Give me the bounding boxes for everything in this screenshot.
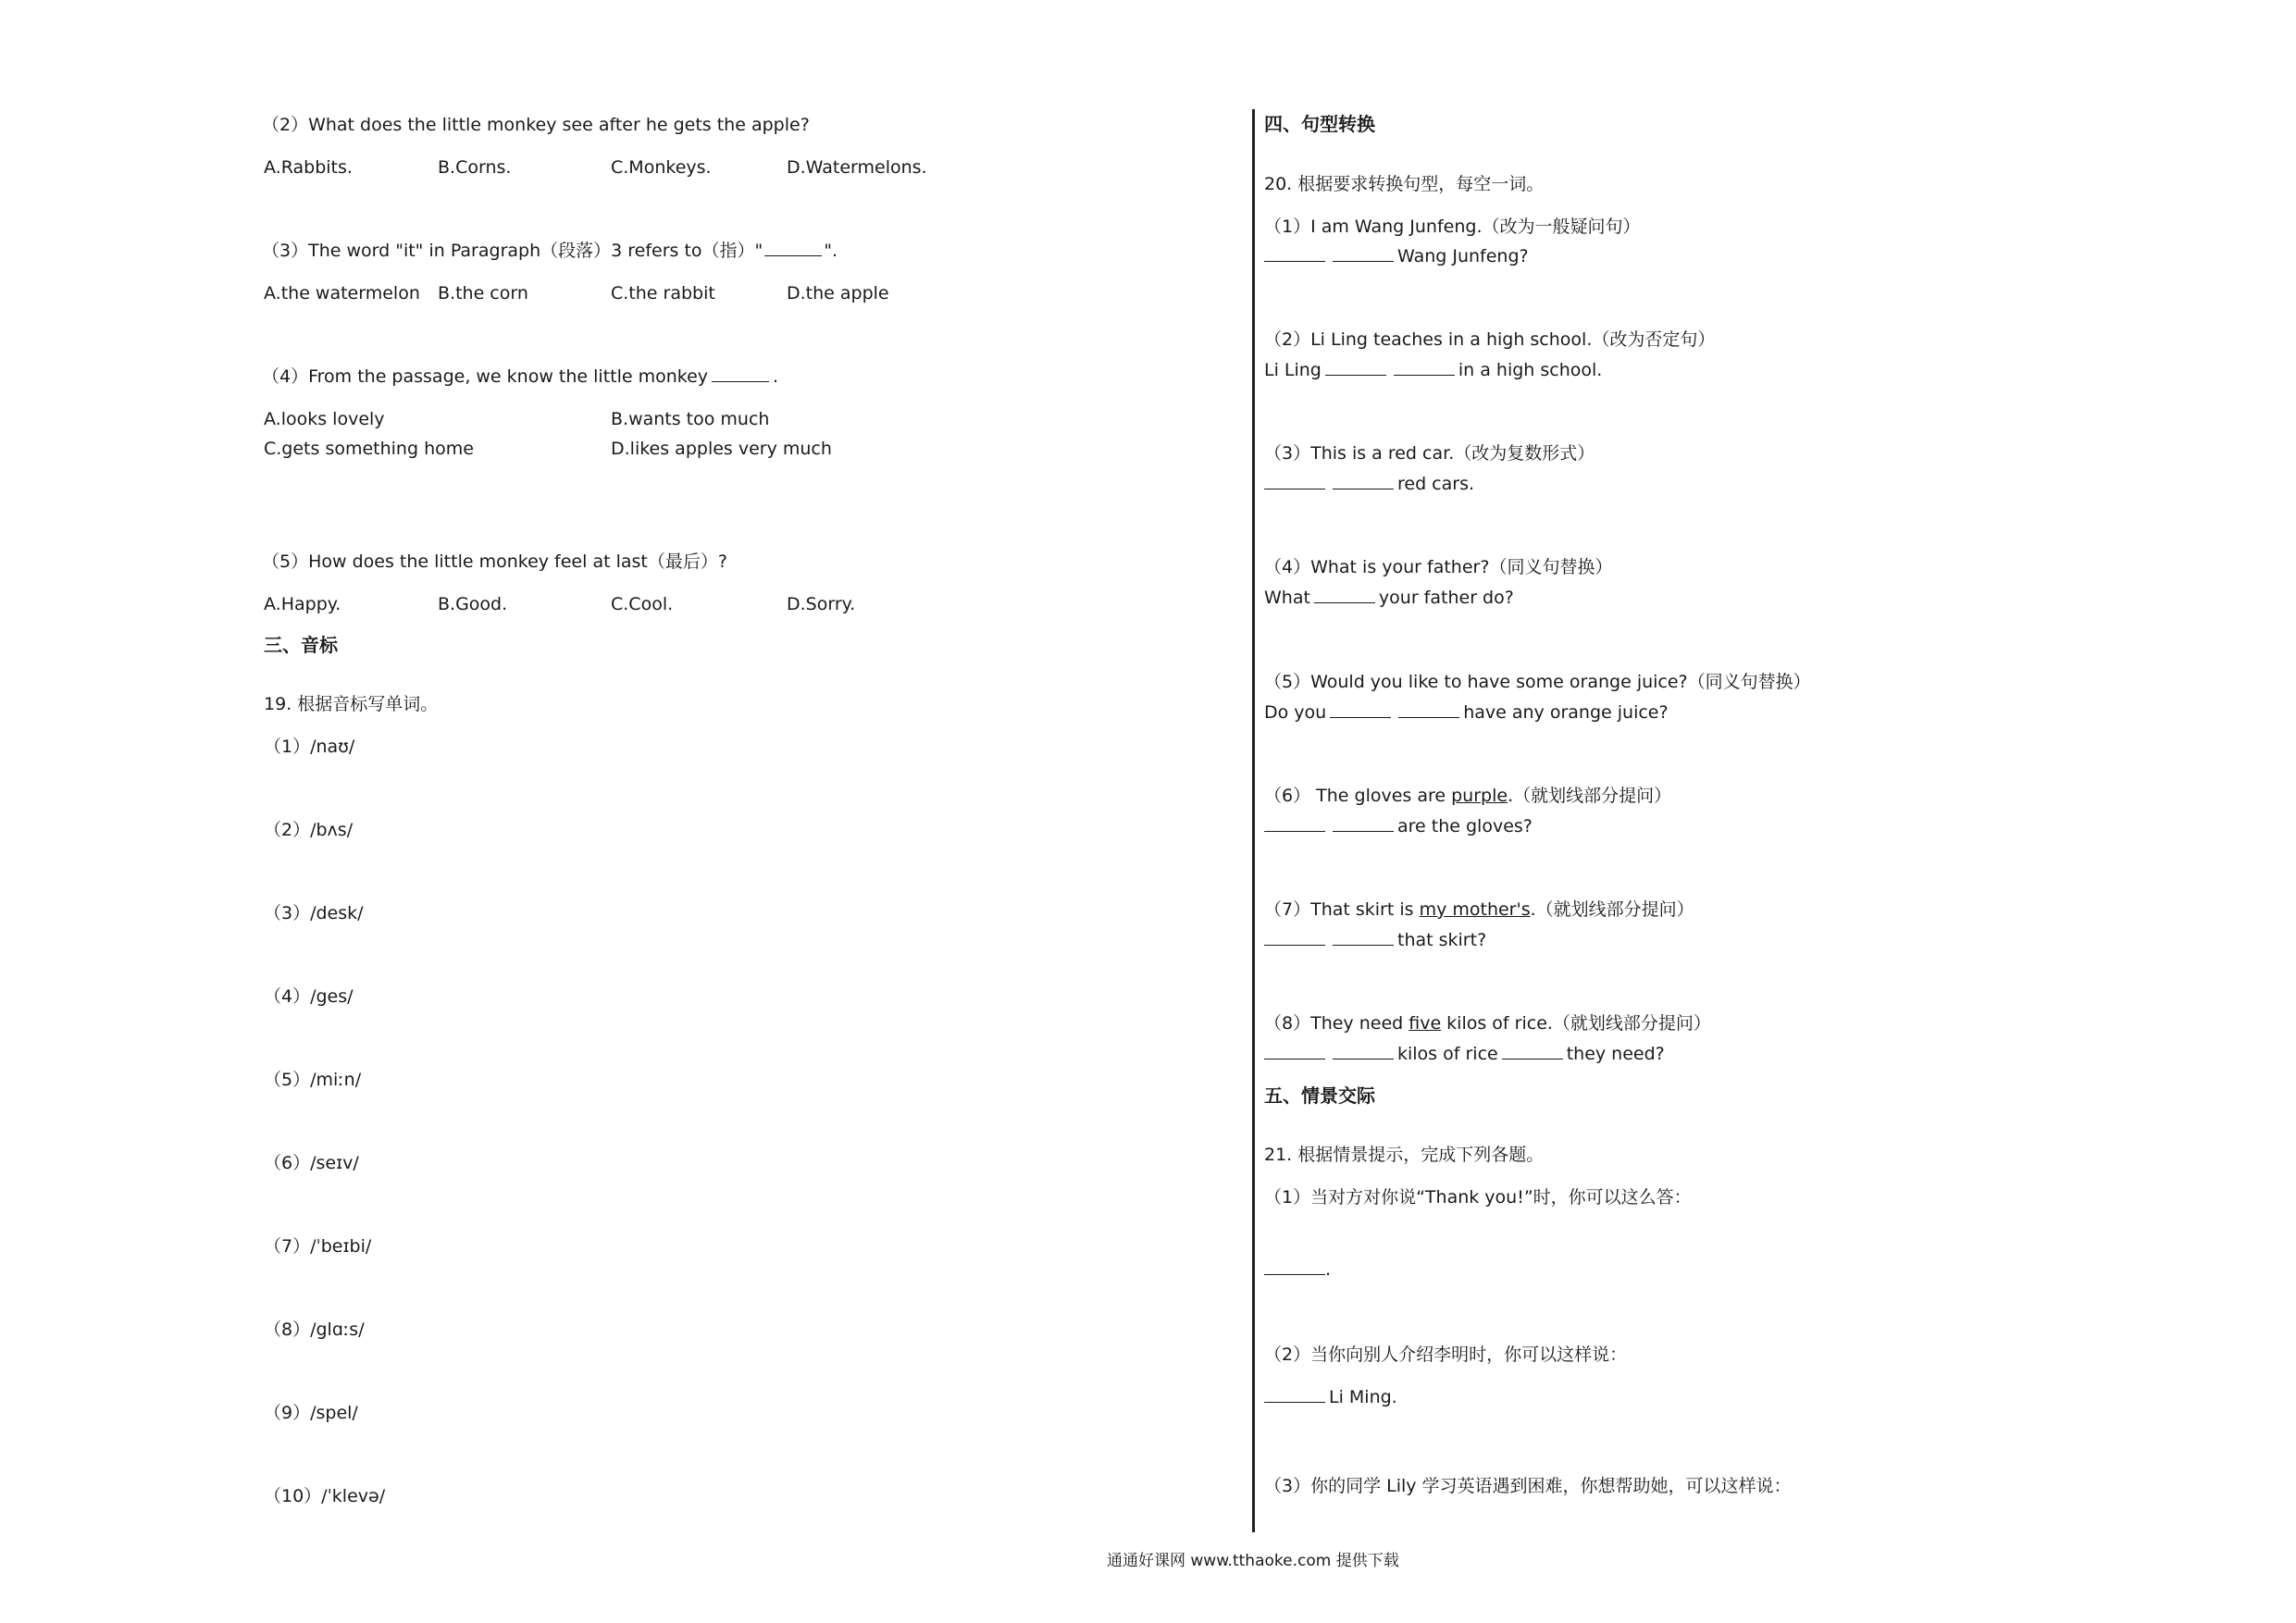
s4-q1-blank-1 [1264, 261, 1325, 262]
phonetic-item-2: （2）/bʌs/ [264, 820, 354, 840]
s4-q6-blank-2 [1333, 831, 1394, 832]
section-5-title: 五、情景交际 [1264, 1084, 1375, 1107]
question-5-stem: （5）How does the little monkey feel at last（最后）? [262, 551, 727, 572]
s4-q6-prompt [1264, 787, 1671, 805]
s4-q4-answer-pre: What [1264, 588, 1310, 608]
s5-q3-prompt: （3）你的同学 Lily 学习英语遇到困难，你想帮助她，可以这样说： [1264, 1476, 1792, 1496]
s4-q8-prompt-pre: （8）They need [1264, 1013, 1409, 1034]
q4-stem-post: . [773, 366, 779, 387]
s4-q7-underlined: my mother's [1419, 899, 1531, 920]
s4-q5-prompt: （5）Would you like to have some orange juice?（同义句替换） [1264, 672, 1811, 692]
s4-q4-prompt: （4）What is your father?（同义句替换） [1264, 557, 1613, 577]
s4-q7-prompt-pre: （7）That skirt is [1264, 899, 1420, 920]
q2-option-a: A.Rabbits. [264, 157, 353, 178]
right-column [1259, 0, 2296, 1623]
section-4-title: 四、句型转换 [1264, 113, 1375, 135]
phonetic-item-1: （1）/naʊ/ [264, 737, 355, 757]
s4-q5-answer-post: have any orange juice? [1463, 702, 1669, 723]
section-4-instruction: 20. 根据要求转换句型，每空一词。 [1264, 174, 1545, 194]
s4-q8-answer [1264, 1046, 1665, 1063]
s4-q5-blank-2 [1398, 717, 1459, 718]
s4-q6-answer-post: are the gloves? [1397, 816, 1533, 836]
phonetic-item-8: （8）/glɑːs/ [264, 1319, 365, 1340]
s5-q1-blank [1264, 1274, 1325, 1275]
s5-q1-answer-post: . [1325, 1259, 1332, 1280]
s4-q6-underlined: purple [1451, 786, 1508, 806]
q3-option-a: A.the watermelon [264, 283, 420, 304]
q5-option-a: A.Happy. [264, 594, 341, 614]
question-2-stem: （2）What does the little monkey see after he gets the apple? [262, 115, 810, 135]
s4-q6-prompt-post: .（就划线部分提问） [1508, 786, 1672, 806]
q3-option-b: B.the corn [438, 283, 528, 304]
s4-q2-blank-2 [1394, 375, 1455, 376]
q4-blank [712, 381, 769, 382]
s4-q2-prompt: （2）Li Ling teaches in a high school.（改为否定句） [1264, 329, 1716, 350]
s4-q2-blank-1 [1325, 375, 1386, 376]
s4-q7-prompt [1264, 901, 1694, 919]
s5-q2-prompt: （2）当你向别人介绍李明时，你可以这样说： [1264, 1344, 1628, 1365]
s4-q3-answer [1264, 476, 1474, 493]
s4-q4-blank-1 [1314, 602, 1375, 603]
page-footer: 通通好课网 www.tthaoke.com 提供下载 [1107, 1552, 1399, 1570]
q3-stem-pre: （3）The word "it" in Paragraph（段落）3 refers to（指）" [262, 241, 763, 261]
s4-q1-answer [1264, 248, 1529, 266]
s5-q1-prompt: （1）当对方对你说“Thank you!”时，你可以这么答： [1264, 1187, 1692, 1208]
question-4-stem [262, 368, 778, 386]
section-3-instruction: 19. 根据音标写单词。 [264, 694, 439, 714]
q2-option-d: D.Watermelons. [787, 157, 927, 178]
s4-q3-answer-post: red cars. [1397, 474, 1475, 494]
s4-q3-prompt: （3）This is a red car.（改为复数形式） [1264, 443, 1595, 464]
q4-option-b: B.wants too much [611, 409, 770, 429]
q2-option-c: C.Monkeys. [611, 157, 712, 178]
s4-q6-blank-1 [1264, 831, 1325, 832]
s4-q5-answer-pre: Do you [1264, 702, 1327, 723]
s4-q2-answer-post: in a high school. [1458, 360, 1603, 380]
s4-q7-answer-post: that skirt? [1397, 930, 1487, 950]
s4-q1-prompt: （1）I am Wang Junfeng.（改为一般疑问句） [1264, 217, 1641, 237]
s4-q8-underlined: five [1409, 1013, 1442, 1034]
s4-q6-answer [1264, 818, 1533, 836]
s5-q2-blank [1264, 1402, 1325, 1403]
s4-q5-blank-1 [1330, 717, 1391, 718]
s4-q8-prompt [1264, 1015, 1711, 1033]
s4-q8-prompt-post: kilos of rice.（就划线部分提问） [1441, 1013, 1711, 1034]
s4-q6-prompt-pre: （6） The gloves are [1264, 786, 1452, 806]
s4-q4-answer-post: your father do? [1378, 588, 1514, 608]
s4-q7-prompt-post: .（就划线部分提问） [1530, 899, 1694, 920]
q3-option-d: D.the apple [787, 283, 889, 304]
s4-q7-answer [1264, 932, 1486, 949]
phonetic-item-9: （9）/spel/ [264, 1403, 358, 1423]
column-divider [1252, 109, 1255, 1532]
phonetic-item-3: （3）/desk/ [264, 903, 364, 923]
phonetic-item-4: （4）/ges/ [264, 986, 354, 1007]
phonetic-item-10: （10）/ˈklevə/ [264, 1486, 386, 1506]
q3-stem-post: ". [824, 241, 838, 261]
q5-option-b: B.Good. [438, 594, 508, 614]
question-3-stem [262, 242, 838, 260]
s4-q2-answer [1264, 362, 1602, 379]
s4-q7-blank-2 [1333, 945, 1394, 946]
s4-q8-answer-post: they need? [1566, 1044, 1665, 1064]
s4-q5-answer [1264, 704, 1669, 722]
q3-option-c: C.the rabbit [611, 283, 715, 304]
s4-q1-blank-2 [1333, 261, 1394, 262]
q4-stem-pre: （4）From the passage, we know the little monkey [262, 366, 709, 387]
s4-q7-blank-1 [1264, 945, 1325, 946]
s5-q1-answer [1264, 1261, 1331, 1279]
section-3-title: 三、音标 [264, 634, 338, 656]
s4-q4-answer [1264, 589, 1514, 607]
phonetic-item-7: （7）/ˈbeɪbi/ [264, 1236, 372, 1257]
q3-blank [764, 255, 822, 256]
q2-option-b: B.Corns. [438, 157, 512, 178]
s5-q2-answer [1264, 1389, 1397, 1406]
s4-q8-answer-mid: kilos of rice [1397, 1044, 1498, 1064]
q5-option-d: D.Sorry. [787, 594, 856, 614]
s4-q2-answer-pre: Li Ling [1264, 360, 1322, 380]
q4-option-c: C.gets something home [264, 439, 474, 459]
q5-option-c: C.Cool. [611, 594, 674, 614]
phonetic-item-6: （6）/seɪv/ [264, 1153, 359, 1173]
section-5-instruction: 21. 根据情景提示，完成下列各题。 [1264, 1145, 1545, 1165]
q4-option-a: A.looks lovely [264, 409, 385, 429]
s5-q2-answer-post: Li Ming. [1329, 1387, 1397, 1407]
q4-option-d: D.likes apples very much [611, 439, 832, 459]
phonetic-item-5: （5）/miːn/ [264, 1070, 362, 1090]
s4-q1-answer-post: Wang Junfeng? [1397, 246, 1529, 266]
